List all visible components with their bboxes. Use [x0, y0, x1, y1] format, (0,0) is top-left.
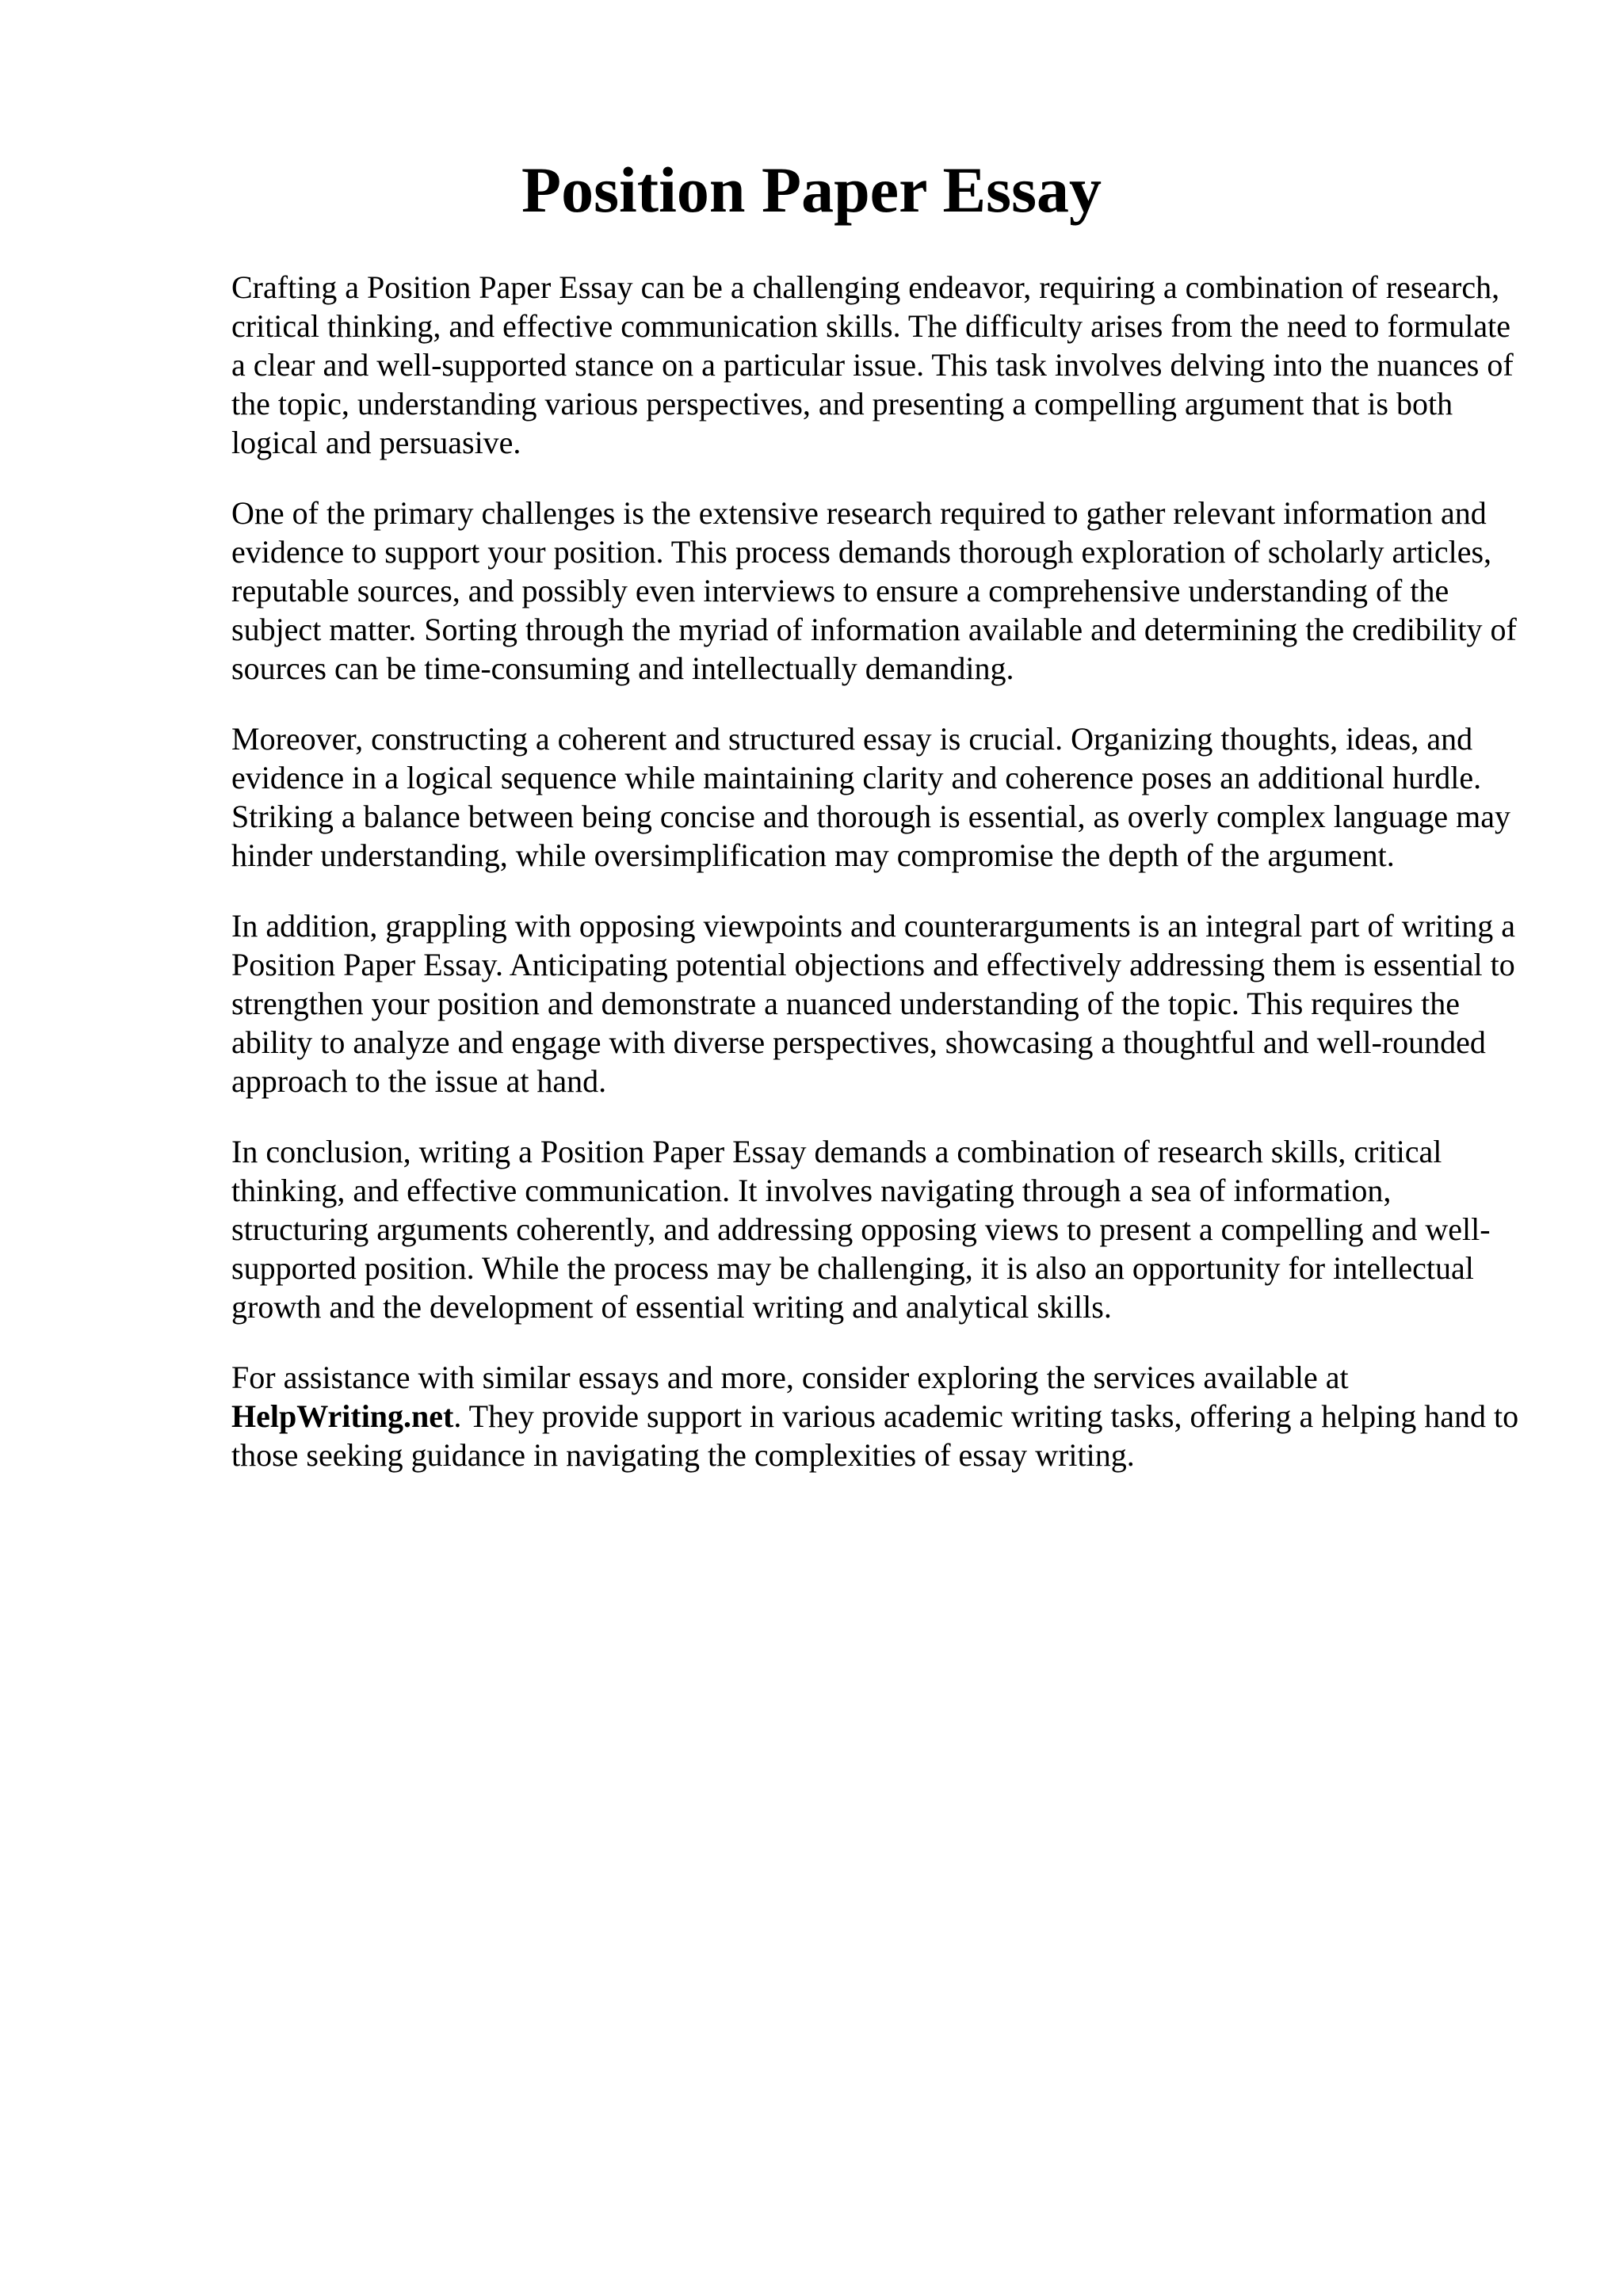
paragraph-closing	[231, 1358, 1528, 1474]
document-body	[231, 268, 1528, 1506]
brand-name: HelpWriting.net	[231, 1398, 454, 1434]
closing-text-after: . They provide support in various academic writing tasks, offering a helping hand to those seeking guidance in navigating the complexities of essay writing.	[231, 1398, 1519, 1473]
paragraph-structure: Moreover, constructing a coherent and structured essay is crucial. Organizing thoughts, ideas, and evidence in a logical sequence while maintaining clarity and coherence poses an additional hurdle. Striking a balance between being concise and thorough is essential, as overly complex language may hinder understanding, while oversimplification may compromise the depth of the argument.	[231, 721, 1510, 873]
paragraph-research: One of the primary challenges is the extensive research required to gather relevant information and evidence to support your position. This process demands thorough exploration of scholarly articles, reputable sources, and possibly even interviews to ensure a comprehensive understanding of the subject matter. Sorting through the myriad of information available and determining the credibility of sources can be time-consuming and intellectually demanding.	[231, 495, 1517, 686]
closing-text-before: For assistance with similar essays and more, consider exploring the services available at	[231, 1360, 1349, 1395]
paragraph-counterarguments: In addition, grappling with opposing viewpoints and counterarguments is an integral part of writing a Position Paper Essay. Anticipating potential objections and effectively addressing them is essential to strengthen your position and demonstrate a nuanced understanding of the topic. This requires the ability to analyze and engage with diverse perspectives, showcasing a thoughtful and well-rounded approach to the issue at hand.	[231, 908, 1516, 1099]
paragraph-intro: Crafting a Position Paper Essay can be a challenging endeavor, requiring a combination of research, critical thinking, and effective communication skills. The difficulty arises from the need to formulate a clear and well-supported stance on a particular issue. This task involves delving into the nuances of the topic, understanding various perspectives, and presenting a compelling argument that is both logical and persuasive.	[231, 269, 1514, 460]
paragraph-conclusion: In conclusion, writing a Position Paper Essay demands a combination of research skills, critical thinking, and effective communication. It involves navigating through a sea of information, structuring arguments coherently, and addressing opposing views to present a compelling and well-supported position. While the process may be challenging, it is also an opportunity for intellectual growth and the development of essential writing and analytical skills.	[231, 1134, 1491, 1325]
document-title: Position Paper Essay	[521, 154, 1102, 226]
